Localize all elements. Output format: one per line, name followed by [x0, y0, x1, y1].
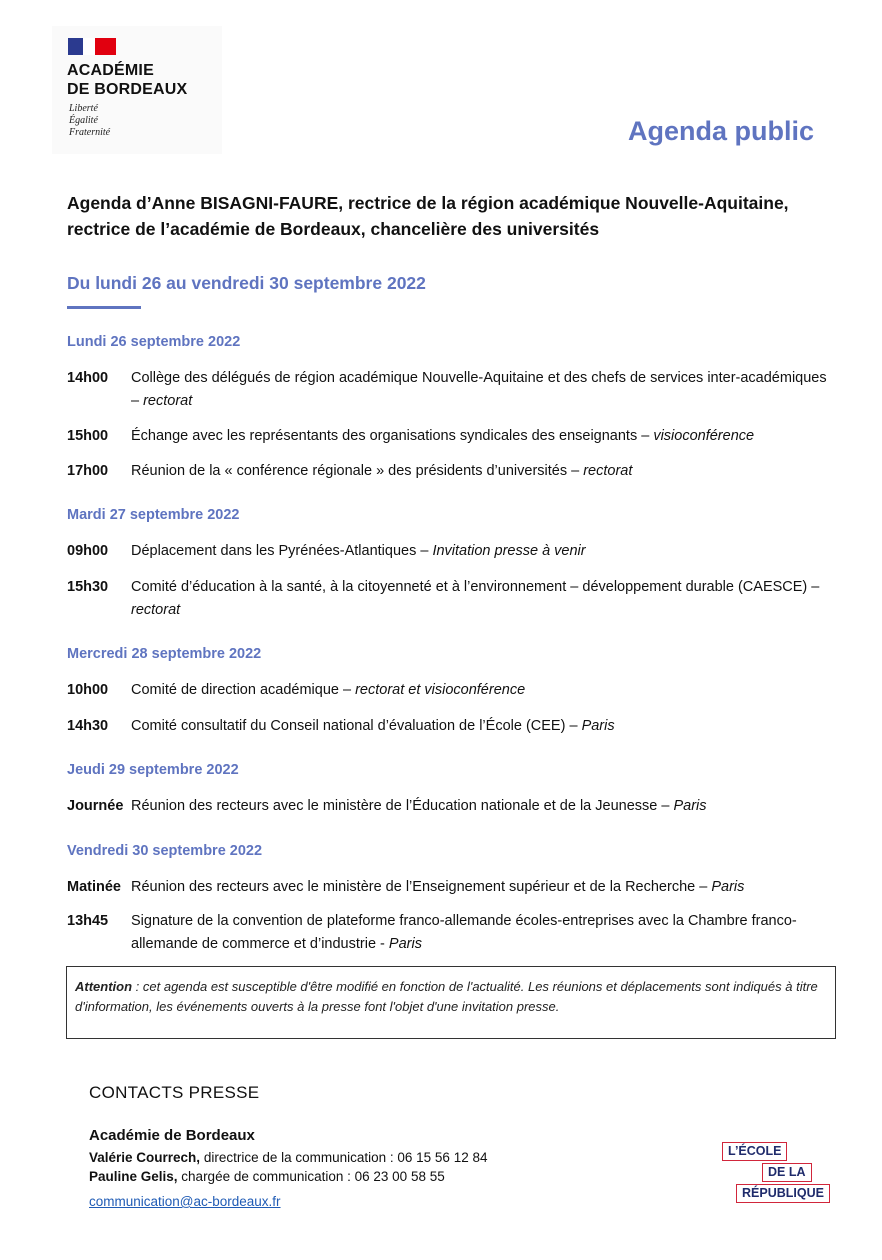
day-heading: Vendredi 30 septembre 2022: [67, 843, 263, 859]
agenda-event: [67, 540, 837, 563]
event-time: 15h00: [67, 428, 109, 444]
contacts-title: CONTACTS PRESSE: [89, 1083, 260, 1102]
agenda-event: [67, 679, 837, 702]
event-place: rectorat: [583, 463, 633, 479]
event-time: 14h30: [67, 718, 109, 734]
contact-name: Valérie Courrech,: [89, 1150, 201, 1165]
event-time: Matinée: [67, 879, 121, 895]
event-time: 10h00: [67, 682, 109, 698]
contact-role: chargée de communication : 06 23 00 58 55: [177, 1169, 445, 1184]
week-underline: [67, 306, 141, 309]
academie-logo: [52, 26, 222, 154]
event-place: Paris: [388, 935, 422, 952]
agenda-event: [67, 715, 837, 738]
day-heading: Mardi 27 septembre 2022: [67, 507, 240, 523]
week-range: Du lundi 26 au vendredi 30 septembre 2022: [67, 273, 426, 293]
event-description: Comité consultatif du Conseil national d’évaluation de l’École (CEE) –: [131, 718, 582, 734]
logo-line2: DE LA: [762, 1163, 812, 1182]
event-description: Échange avec les représentants des organisations syndicales des enseignants –: [131, 428, 654, 444]
agenda-event: [67, 876, 837, 899]
event-place: Paris: [711, 879, 745, 895]
event-time: 13h45: [67, 913, 109, 929]
motto-fraternite: Fraternité: [69, 127, 111, 138]
event-description: Signature de la convention de plateforme franco-allemande écoles-entreprises avec la Chambre franco-allemande de commerce et d’industrie -: [131, 913, 797, 952]
event-time: 14h00: [67, 370, 109, 386]
academie-name-line1: ACADÉMIE: [67, 62, 154, 79]
agenda-event: [67, 576, 837, 621]
logo-line1: L’ÉCOLE: [722, 1142, 787, 1161]
agenda-event: [67, 460, 837, 483]
agenda-event: [67, 910, 837, 955]
event-description: Déplacement dans les Pyrénées-Atlantiques –: [131, 543, 433, 559]
page-title: Agenda public: [627, 116, 814, 146]
event-description: Réunion des recteurs avec le ministère de l’Enseignement supérieur et de la Recherche –: [131, 879, 712, 895]
event-place: visioconférence: [653, 428, 755, 444]
disclaimer-notice: [66, 966, 836, 1039]
motto-egalite: Égalité: [69, 115, 98, 126]
motto-liberte: Liberté: [69, 103, 98, 114]
day-heading: Mercredi 28 septembre 2022: [67, 646, 262, 662]
marianne-flag-icon: [68, 38, 116, 55]
event-time: 17h00: [67, 463, 109, 479]
contact-role: directrice de la communication : 06 15 56 12 84: [200, 1150, 488, 1165]
contact-person: [89, 1169, 445, 1184]
event-description: Comité d’éducation à la santé, à la citoyenneté et à l’environnement – développement durable (CAESCE) –: [131, 579, 820, 595]
notice-text: : cet agenda est susceptible d'être modifié en fonction de l'actualité. Les réunions et déplacements sont indiqués à titre d'information, les événements ouverts à la presse font l'objet d'une invitation presse.: [75, 979, 818, 1014]
contact-organization: Académie de Bordeaux: [89, 1127, 255, 1144]
contact-person: [89, 1150, 487, 1165]
event-place: rectorat et visioconférence: [355, 682, 526, 698]
event-time: Journée: [67, 798, 124, 814]
logo-line3: RÉPUBLIQUE: [736, 1184, 830, 1203]
event-place: Paris: [581, 718, 615, 734]
event-place: rectorat: [131, 601, 181, 618]
agenda-event: [67, 425, 837, 448]
event-place: Paris: [673, 798, 707, 814]
agenda-event: [67, 795, 837, 818]
event-time: 15h30: [67, 579, 109, 595]
event-description: Réunion de la « conférence régionale » des présidents d’universités –: [131, 463, 584, 479]
day-heading: Jeudi 29 septembre 2022: [67, 762, 239, 778]
event-description: Collège des délégués de région académique Nouvelle-Aquitaine et des chefs de services inter-académiques –: [131, 370, 827, 409]
contact-name: Pauline Gelis,: [89, 1169, 178, 1184]
event-description: Comité de direction académique –: [131, 682, 356, 698]
contact-email-link[interactable]: communication@ac-bordeaux.fr: [89, 1194, 281, 1209]
event-place: Invitation presse à venir: [432, 543, 586, 559]
agenda-event: [67, 367, 837, 412]
day-heading: Lundi 26 septembre 2022: [67, 334, 241, 350]
agenda-heading: Agenda d’Anne BISAGNI-FAURE, rectrice de la région académique Nouvelle-Aquitaine, rectrice de l’académie de Bordeaux, chancelière des universités: [67, 193, 789, 239]
academie-name-line2: DE BORDEAUX: [67, 81, 188, 98]
event-description: Réunion des recteurs avec le ministère de l’Éducation nationale et de la Jeunesse –: [131, 798, 674, 814]
notice-label: Attention: [75, 979, 133, 994]
event-place: rectorat: [143, 392, 193, 409]
event-time: 09h00: [67, 543, 109, 559]
ecole-republique-logo: [722, 1142, 844, 1206]
